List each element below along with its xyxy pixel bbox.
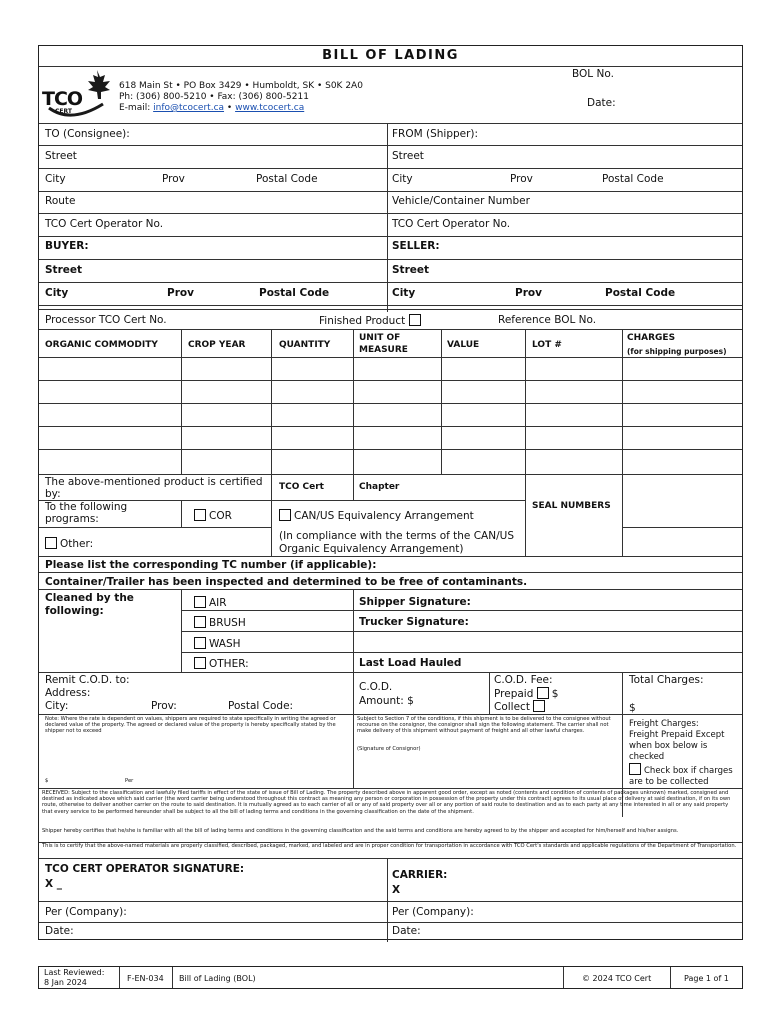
compliance-text: (In compliance with the terms of the CAN/US Organic Equivalency Arrangement) [279,530,514,555]
freight-collect-option [629,763,739,788]
date-label: Date: [587,97,616,109]
section7-note: Subject to Section 7 of the conditions, if this shipment is to be delivered to the consignee without recourse on the consignor, the consignor shall sign the following statement. The carrier shall not make delivery of this shipment without payment of freight and all other lawful charges. [357,716,611,735]
finished-product-checkbox[interactable] [409,314,421,326]
operator-signature-label: TCO CERT OPERATOR SIGNATURE: [45,863,245,875]
col-crop-year: CROP YEAR [188,340,246,350]
certified-by-text: The above-mentioned product is certified by: [45,476,263,500]
list-tc-number: Please list the corresponding TC number (if applicable): [45,559,377,571]
carrier-signature-x[interactable]: X [392,884,401,896]
col-value: VALUE [447,340,480,350]
buyer-prov[interactable]: Prov [167,287,194,299]
seller-street[interactable]: Street [392,264,430,276]
brush-label: BRUSH [209,617,246,629]
header-address: 618 Main St • PO Box 3429 • Humboldt, SK • S0K 2A0 [119,81,363,91]
total-charges-dollar: $ [629,702,636,714]
tco-cert-logo [41,68,117,122]
wash-label: WASH [209,638,241,650]
cor-checkbox[interactable] [194,509,206,521]
shipper-certifies-terms: Shipper hereby certifies that he/she is familiar with all the bill of lading terms and conditions in the governing classification and the said terms and conditions are hereby agreed to by the shipper and accepted for him/herself and his/her assigns. [42,828,679,834]
form-name: Bill of Lading (BOL) [179,974,256,983]
header-phone: Ph: (306) 800-5210 • Fax: (306) 800-5211 [119,92,309,102]
freight-collect-text: Check box if charges are to be collected [629,766,733,787]
cor-label: COR [209,510,232,522]
email-label: E-mail: [119,103,151,113]
collect-checkbox[interactable] [533,700,545,712]
prepaid-label: Prepaid [494,688,534,700]
col-charges: CHARGES [627,333,676,343]
table-row[interactable] [39,403,742,404]
wash-option [194,637,241,650]
seller-city[interactable]: City [392,287,416,299]
table-row[interactable] [39,449,742,450]
consignee-operator-no[interactable]: TCO Cert Operator No. [45,218,164,230]
air-label: AIR [209,597,227,609]
logo-subtext: CERT [55,108,72,115]
consignor-signature-note: (Signature of Consignor) [357,746,421,752]
document-footer [38,966,743,989]
operator-signature-x[interactable]: X _ [45,878,63,890]
consignee-prov[interactable]: Prov [162,173,185,185]
col-quantity: QUANTITY [279,340,331,350]
consignee-city[interactable]: City [45,173,66,185]
canus-option [279,509,474,522]
shipper-prov[interactable]: Prov [510,173,533,185]
declared-value-note: Note: Where the rate is dependent on values, shippers are required to state specifically in writing the agreed or declared value of the property. The agreed or declared value of the property is hereby specifically stated by the shipper not to exceed [45,716,336,735]
finished-product-label [319,314,424,327]
website-link[interactable]: www.tcocert.ca [235,103,305,113]
brush-checkbox[interactable] [194,616,206,628]
freight-collect-checkbox[interactable] [629,763,641,775]
shipper-operator-no[interactable]: TCO Cert Operator No. [392,218,511,230]
tco-cert-label: TCO Cert [279,482,324,492]
form-code: F-EN-034 [127,974,164,983]
canus-checkbox[interactable] [279,509,291,521]
seal-numbers-label: SEAL NUMBERS [532,501,611,511]
total-charges-label[interactable]: Total Charges: [629,674,704,686]
processor-label[interactable]: Processor TCO Cert No. [45,314,167,326]
declared-value-per: Per [125,778,134,784]
freight-charges-label: Freight Charges: [629,719,699,729]
certify-classification: This is to certify that the above-named materials are properly classified, described, packaged, marked, and labeled and are in proper condition for transportation in accordance with TCO Cert's standards and applicable regulations of the Department of Transportation. [42,843,737,849]
collect-option [494,700,548,713]
operator-date[interactable]: Date: [45,925,74,937]
prepaid-dollar: $ [551,688,559,700]
received-terms: RECEIVED: Subject to the classification and lawfully filed tariffs in effect of the state of issue of Bill of Lading. The property described above in apparent good order, except as noted (contents and condition of contents of packages unknown) marked, consigned and destined as indicated above which said carrier (the word carrier being understood throughout this contract as meaning any person or corporation in possession of the property under this contract) agrees to its usual place of delivery at said destination, if on its own route, otherwise to deliver another carrier on the route to said destination. It is mutually agreed as to each carrier of all or any of said property over all or any portion of said route to destination and as to each party at any time interested in all or any said property that every service to be performed hereunder shall be subject to all the bill of lading terms and conditions in the governing classification on the date of the shipment. [42,790,731,815]
page-number: Page 1 of 1 [684,974,729,983]
wash-checkbox[interactable] [194,637,206,649]
other2-checkbox[interactable] [194,657,206,669]
logo-text: TCO [42,88,83,110]
cod-label: C.O.D. [359,681,393,693]
seller-label: SELLER: [392,240,440,252]
carrier-date[interactable]: Date: [392,925,421,937]
finished-product-text: Finished Product [319,315,406,327]
other-checkbox[interactable] [45,537,57,549]
buyer-street[interactable]: Street [45,264,83,276]
other2-label: OTHER: [209,658,249,670]
remit-postal-label[interactable]: Postal Code: [228,700,294,712]
carrier-per-company[interactable]: Per (Company): [392,906,474,918]
col-charges-sub: (for shipping purposes) [627,347,727,356]
trucker-signature-label[interactable]: Trucker Signature: [359,616,469,628]
buyer-postal[interactable]: Postal Code [259,287,330,299]
last-reviewed-date: 8 Jan 2024 [44,978,87,987]
prepaid-checkbox[interactable] [537,687,549,699]
consignee-street[interactable]: Street [45,150,77,162]
shipper-label: FROM (Shipper): [392,128,479,140]
other-label: Other: [60,538,94,550]
consignee-postal[interactable]: Postal Code [256,173,318,185]
buyer-city[interactable]: City [45,287,69,299]
cleaned-by-text: Cleaned by the following: [45,592,134,617]
form-title: BILL OF LADING [322,48,459,63]
other2-option [194,657,249,670]
air-checkbox[interactable] [194,596,206,608]
remit-prov-label[interactable]: Prov: [151,700,177,712]
cod-fee-label[interactable]: C.O.D. Fee: [494,674,553,686]
shipper-city[interactable]: City [392,173,413,185]
seller-postal[interactable]: Postal Code [605,287,676,299]
col-organic-commodity: ORGANIC COMMODITY [45,340,158,350]
programs-text: To the following programs: [45,501,128,525]
col-unit-of-measure: UNIT OF MEASURE [359,333,408,355]
brush-option [194,616,246,629]
col-lot: LOT # [532,340,562,350]
remit-cod-label[interactable]: Remit C.O.D. to: [45,674,130,686]
carrier-label: CARRIER: [392,869,448,881]
reference-bol-label[interactable]: Reference BOL No. [498,314,597,326]
bol-no-label: BOL No. [572,68,614,80]
last-reviewed-label: Last Reviewed: [44,968,105,977]
seller-prov[interactable]: Prov [515,287,542,299]
consignee-route[interactable]: Route [45,195,76,207]
shipper-street[interactable]: Street [392,150,424,162]
remit-city-label[interactable]: City: [45,700,69,712]
bill-of-lading-form [38,45,743,940]
operator-per-company[interactable]: Per (Company): [45,906,127,918]
cod-amount-label[interactable]: Amount: $ [359,695,414,707]
air-option [194,596,227,609]
header-email-line [119,102,304,114]
prepaid-option [494,687,558,700]
canus-label: CAN/US Equivalency Arrangement [294,510,474,522]
inspected-statement: Container/Trailer has been inspected and determined to be free of contaminants. [45,576,528,588]
table-row[interactable] [39,380,742,381]
chapter-label: Chapter [359,482,400,492]
shipper-postal[interactable]: Postal Code [602,173,664,185]
shipper-signature-label[interactable]: Shipper Signature: [359,596,471,608]
collect-label: Collect [494,701,530,713]
last-load-label[interactable]: Last Load Hauled [359,657,462,669]
email-separator: • [226,103,233,113]
table-row[interactable] [39,426,742,427]
consignee-label: TO (Consignee): [45,128,130,140]
copyright: © 2024 TCO Cert [582,974,652,983]
shipper-vehicle[interactable]: Vehicle/Container Number [392,195,530,207]
freight-prepaid-text: Freight Prepaid Except when box below is checked [629,730,725,762]
declared-value-dollar: $ [45,778,49,784]
other-option [45,537,93,550]
remit-address-label[interactable]: Address: [45,687,91,699]
email-link[interactable]: info@tcocert.ca [153,103,225,113]
cor-option [194,509,232,522]
buyer-label: BUYER: [45,240,89,252]
